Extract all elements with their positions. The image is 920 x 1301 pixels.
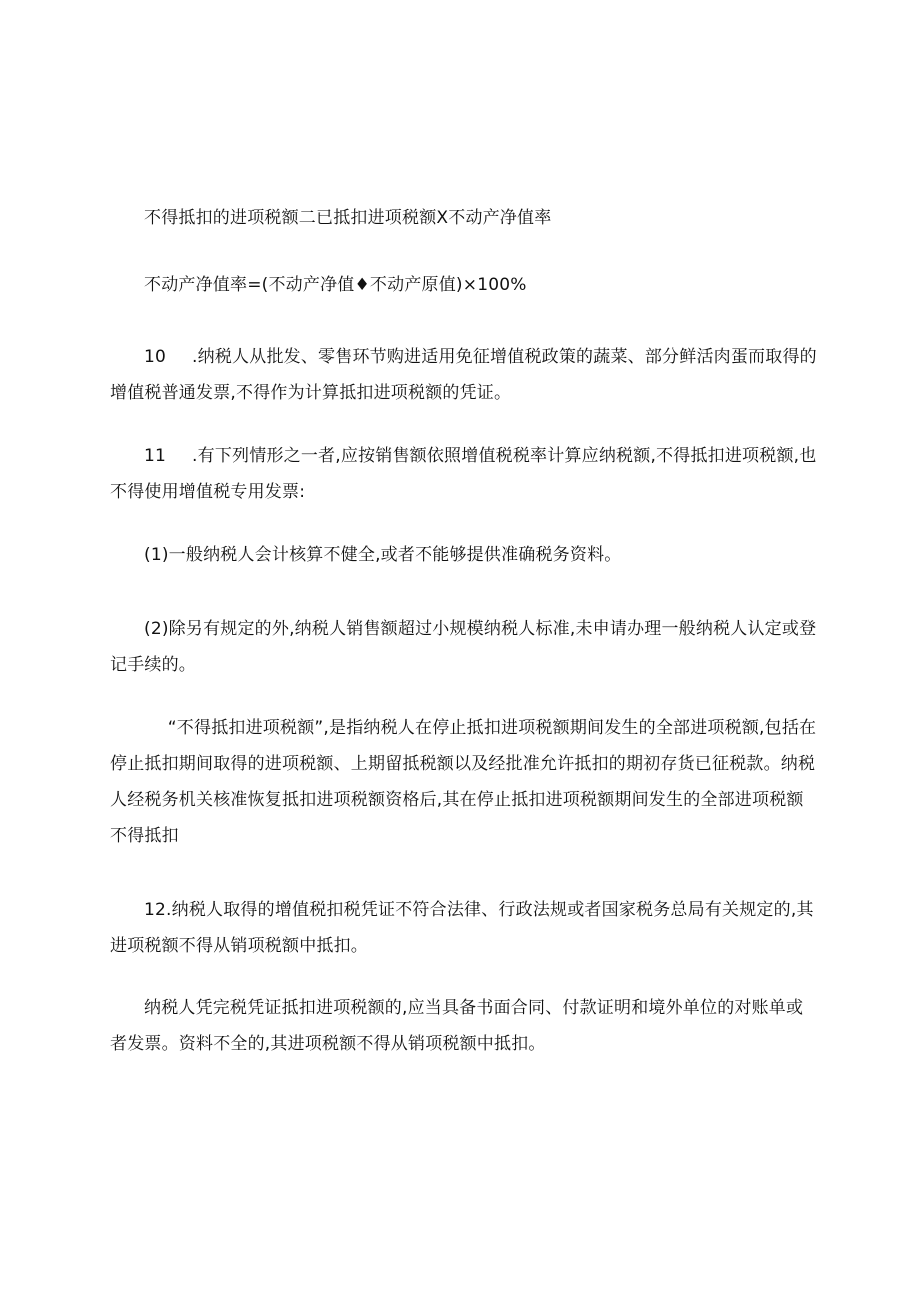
item-10-text: .纳税人从批发、零售环节购进适用免征增值税政策的蔬菜、部分鲜活肉蛋而取得的增值税普通发票,不得作为计算抵扣进项税额的凭证。 bbox=[110, 347, 817, 403]
item-11-paragraph bbox=[110, 438, 818, 510]
formula-nondeductible-input-tax: 不得抵扣的进项税额二已抵扣进项税额X不动产净值率 bbox=[144, 208, 552, 228]
sub-item-2-paragraph: (2)除另有规定的外,纳税人销售额超过小规模纳税人标准,未申请办理一般纳税人认定或登记手续的。 bbox=[110, 619, 817, 675]
item-10-number: 10 bbox=[144, 347, 167, 367]
item-11-number: 11 bbox=[144, 446, 167, 466]
sub-item-1-paragraph: (1)一般纳税人会计核算不健全,或者不能够提供准确税务资料。 bbox=[144, 545, 622, 565]
item-11-text: .有下列情形之一者,应按销售额依照增值税税率计算应纳税额,不得抵扣进项税额,也不得使用增值税专用发票: bbox=[110, 446, 817, 502]
nondeductible-definition-note: “不得抵扣进项税额”,是指纳税人在停止抵扣进项税额期间发生的全部进项税额,包括在停止抵扣期间取得的进项税额、上期留抵税额以及经批准允许抵扣的期初存货已征税款。纳税人经税务机关核准恢复抵扣进项税额资格后,其在停止抵扣进项税额期间发生的全部进项税额不得抵扣 bbox=[110, 718, 817, 846]
final-paragraph: 纳税人凭完税凭证抵扣进项税额的,应当具备书面合同、付款证明和境外单位的对账单或者发票。资料不全的,其进项税额不得从销项税额中抵扣。 bbox=[110, 998, 804, 1054]
item-10-paragraph bbox=[110, 339, 818, 411]
item-12-paragraph: 12.纳税人取得的增值税扣税凭证不符合法律、行政法规或者国家税务总局有关规定的,其进项税额不得从销项税额中抵扣。 bbox=[110, 900, 814, 956]
formula-real-estate-net-value-rate: 不动产净值率=(不动产净值♦不动产原值)×100% bbox=[144, 275, 527, 295]
